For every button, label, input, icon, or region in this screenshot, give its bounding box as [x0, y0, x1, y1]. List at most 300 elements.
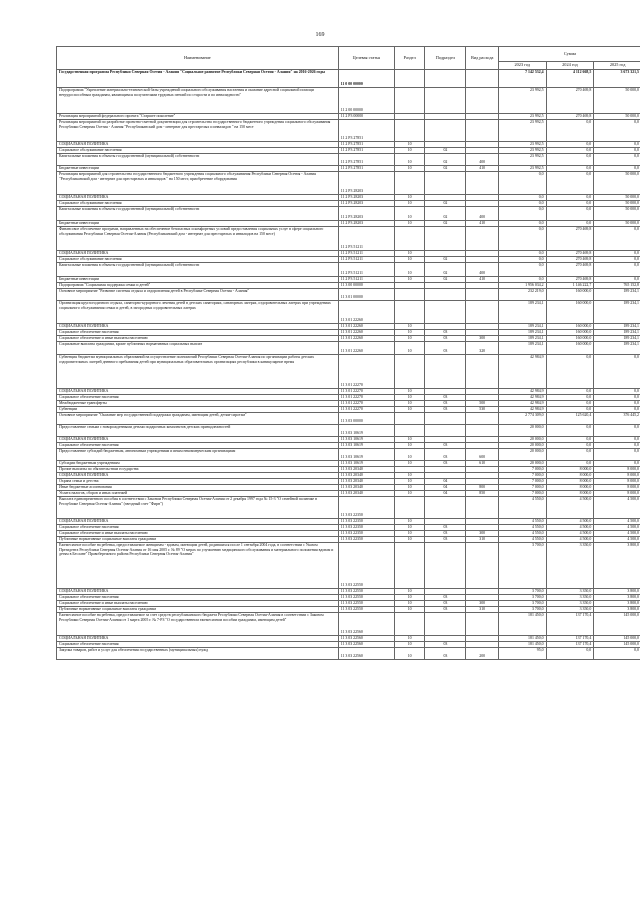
- row-target-code: 11 3 03 10619: [338, 425, 394, 437]
- row-name: СОЦИАЛЬНАЯ ПОЛИТИКА: [57, 195, 339, 201]
- row-name: Капитальные вложения в объекты государственной (муниципальной) собственности: [57, 154, 339, 166]
- row-expense-type: [466, 543, 498, 589]
- header-name: Наименование: [57, 47, 339, 70]
- row-subsection: 03: [425, 407, 466, 413]
- row-section: 10: [394, 148, 424, 154]
- row-name: Основное мероприятие "Развитие системы отдыха и оздоровления детей в Республике Северная Осетия - Алания": [57, 289, 339, 301]
- row-sum-2025: 0,0: [594, 277, 640, 283]
- row-section: [394, 543, 424, 589]
- row-sum-2023: 189 234,1: [498, 336, 546, 342]
- row-name: Бюджетные инвестиции: [57, 221, 339, 227]
- row-expense-type: 400: [466, 207, 498, 221]
- row-section: [394, 355, 424, 389]
- row-section: [394, 172, 424, 195]
- row-expense-type: [466, 88, 498, 114]
- row-section: 10: [394, 636, 424, 642]
- row-target-code: 11 3 03 20340: [338, 479, 394, 485]
- row-expense-type: 800: [466, 485, 498, 491]
- row-target-code: 11 2 P3 28203: [338, 172, 394, 195]
- header-year-2024: 2024 год: [546, 62, 594, 70]
- row-section: 10: [394, 595, 424, 601]
- row-sum-2025: 0,0: [594, 648, 640, 660]
- row-sum-2024: 270 469,8: [546, 251, 594, 257]
- row-sum-2024: 0,0: [546, 207, 594, 221]
- row-name: Охрана семьи и детства: [57, 479, 339, 485]
- row-target-code: 11 3 03 22560: [338, 642, 394, 648]
- table-row: [57, 172, 640, 195]
- row-sum-2024: 8 000,0: [546, 467, 594, 473]
- row-sum-2024: 1 146 222,7: [546, 283, 594, 289]
- row-section: 10: [394, 589, 424, 595]
- row-sum-2023: 7 000,0: [498, 479, 546, 485]
- row-sum-2024: 0,0: [546, 461, 594, 467]
- row-name: Уплата налогов, сборов и иных платежей: [57, 491, 339, 497]
- row-sum-2024: 4 112 668,5: [546, 70, 594, 88]
- header-section: Раздел: [394, 47, 424, 70]
- row-sum-2024: 3 350,0: [546, 589, 594, 595]
- row-name: Социальное обслуживание населения: [57, 257, 339, 263]
- row-target-code: 11 3 01 00000: [338, 289, 394, 301]
- row-sum-2023: 3 700,0: [498, 607, 546, 613]
- header-year-2025: 2025 год: [594, 62, 640, 70]
- row-target-code: 11 3 03 22560: [338, 648, 394, 660]
- row-sum-2024: 125 620,4: [546, 413, 594, 425]
- row-name: СОЦИАЛЬНАЯ ПОЛИТИКА: [57, 473, 339, 479]
- row-subsection: 03: [425, 648, 466, 660]
- row-sum-2023: 0,0: [498, 227, 546, 251]
- row-target-code: 11 3 03 00000: [338, 413, 394, 425]
- row-target-code: 11 3 01 22260: [338, 342, 394, 355]
- row-name: Субвенция бюджетам муниципальных образований на осуществление полномочий Республики Северная Осетия-Алания по организации работы детских оздоровительных лагерей дневного пребывания детей при муниципальных образовательных организациях республики в каникулярное время: [57, 355, 339, 389]
- row-section: 10: [394, 642, 424, 648]
- row-sum-2025: 50 000,0: [594, 201, 640, 207]
- row-expense-type: 310: [466, 537, 498, 543]
- row-expense-type: 300: [466, 531, 498, 537]
- row-subsection: 02: [425, 263, 466, 277]
- table-header: [57, 47, 640, 70]
- row-sum-2023: 42 984,9: [498, 407, 546, 413]
- row-target-code: 11 2 P3 51211: [338, 257, 394, 263]
- row-expense-type: 530: [466, 407, 498, 413]
- row-sum-2025: 0,0: [594, 355, 640, 389]
- row-sum-2024: 160 000,0: [546, 324, 594, 330]
- row-sum-2023: 7 000,0: [498, 467, 546, 473]
- row-sum-2024: 0,0: [546, 443, 594, 449]
- row-target-code: 11 3 03 22550: [338, 543, 394, 589]
- row-sum-2025: 50 000,0: [594, 114, 640, 120]
- row-sum-2024: 0,0: [546, 195, 594, 201]
- table-row: [57, 88, 640, 114]
- row-sum-2023: 23 992,5: [498, 142, 546, 148]
- row-subsection: [425, 355, 466, 389]
- row-target-code: 11 2 P3 51211: [338, 227, 394, 251]
- table-row: [57, 207, 640, 221]
- row-subsection: [425, 88, 466, 114]
- row-section: [394, 289, 424, 301]
- row-sum-2025: 8 000,0: [594, 467, 640, 473]
- row-name: Ежемесячное пособие на ребенка, предоставляемое женщинам - вдовам, имеющим детей, родившихся после 1 сентября 2004 года, в соответствии с Указом Президента Республики Северная Осетия-Алания от 16 мая 2005 г. № 89 "О мерах по улучшению медицинского обслуживания и материального положения вдовам и детям в Беслане" Правобережного района Республики Северная Осетия-Алания": [57, 543, 339, 589]
- row-subsection: 03: [425, 395, 466, 401]
- table-row: [57, 154, 640, 166]
- row-sum-2024: 160 000,0: [546, 342, 594, 355]
- row-section: 10: [394, 251, 424, 257]
- row-name: СОЦИАЛЬНАЯ ПОЛИТИКА: [57, 589, 339, 595]
- row-subsection: 03: [425, 330, 466, 336]
- row-section: 10: [394, 263, 424, 277]
- row-section: 10: [394, 519, 424, 525]
- row-sum-2023: 20 000,0: [498, 425, 546, 437]
- row-name: Социальные выплаты гражданам, кроме публичных нормативных социальных выплат: [57, 342, 339, 355]
- row-section: 10: [394, 479, 424, 485]
- row-name: Основное мероприятие "Оказание мер государственной поддержки гражданам, имеющим детей, детям-сиротам": [57, 413, 339, 425]
- row-name: Капитальные вложения в объекты государственной (муниципальной) собственности: [57, 263, 339, 277]
- row-subsection: [425, 227, 466, 251]
- row-target-code: 11 3 01 22270: [338, 407, 394, 413]
- table-row: [57, 648, 640, 660]
- row-sum-2024: 137 170,4: [546, 613, 594, 636]
- row-sum-2025: 189 234,1: [594, 324, 640, 330]
- row-target-code: 11 3 03 22560: [338, 613, 394, 636]
- table-row: [57, 70, 640, 88]
- row-subsection: 04: [425, 479, 466, 485]
- row-section: 10: [394, 437, 424, 443]
- row-expense-type: 400: [466, 263, 498, 277]
- table-row: [57, 301, 640, 324]
- row-name: Бюджетные инвестиции: [57, 277, 339, 283]
- row-section: 10: [394, 491, 424, 497]
- row-sum-2023: 0,0: [498, 277, 546, 283]
- row-sum-2023: 4 550,0: [498, 537, 546, 543]
- row-target-code: 11 3 01 22270: [338, 389, 394, 395]
- row-sum-2024: 4 500,0: [546, 531, 594, 537]
- table-row: [57, 613, 640, 636]
- row-expense-type: [466, 413, 498, 425]
- row-subsection: 04: [425, 485, 466, 491]
- row-sum-2025: 50 000,0: [594, 172, 640, 195]
- row-sum-2024: 0,0: [546, 221, 594, 227]
- row-section: [394, 227, 424, 251]
- row-target-code: 11 2 P3 51211: [338, 251, 394, 257]
- row-subsection: 02: [425, 201, 466, 207]
- row-sum-2023: 189 234,1: [498, 324, 546, 330]
- row-sum-2023: 42 984,9: [498, 389, 546, 395]
- row-sum-2024: 137 170,4: [546, 636, 594, 642]
- row-expense-type: 850: [466, 491, 498, 497]
- row-sum-2023: 0,0: [498, 201, 546, 207]
- row-sum-2025: 189 234,1: [594, 336, 640, 342]
- row-subsection: 03: [425, 336, 466, 342]
- row-name: Социальное обеспечение населения: [57, 330, 339, 336]
- row-subsection: [425, 425, 466, 437]
- row-sum-2024: 4 500,0: [546, 519, 594, 525]
- row-section: 10: [394, 531, 424, 537]
- row-name: Социальное обеспечение населения: [57, 395, 339, 401]
- row-sum-2024: 3 350,0: [546, 601, 594, 607]
- row-sum-2024: 270 469,8: [546, 263, 594, 277]
- table-row: [57, 289, 640, 301]
- row-name: СОЦИАЛЬНАЯ ПОЛИТИКА: [57, 519, 339, 525]
- table-row: [57, 120, 640, 142]
- row-target-code: 11 3 01 22270: [338, 355, 394, 389]
- row-sum-2024: 270 469,8: [546, 257, 594, 263]
- row-section: 10: [394, 525, 424, 531]
- row-target-code: 11 3 03 10619: [338, 449, 394, 461]
- row-sum-2025: 0,0: [594, 148, 640, 154]
- row-target-code: 11 3 01 22260: [338, 330, 394, 336]
- row-name: Социальное обслуживание населения: [57, 201, 339, 207]
- row-sum-2025: 0,0: [594, 120, 640, 142]
- row-sum-2023: 181 450,0: [498, 613, 546, 636]
- row-target-code: 11 3 03 22350: [338, 531, 394, 537]
- row-sum-2023: 4 550,0: [498, 497, 546, 519]
- row-sum-2024: 160 000,0: [546, 301, 594, 324]
- row-sum-2023: 0,0: [498, 172, 546, 195]
- row-subsection: 02: [425, 257, 466, 263]
- table-row: [57, 413, 640, 425]
- row-sum-2025: 3 800,0: [594, 601, 640, 607]
- row-sum-2024: 0,0: [546, 395, 594, 401]
- row-target-code: 11 3 00 00000: [338, 283, 394, 289]
- row-subsection: 03: [425, 642, 466, 648]
- row-sum-2024: 0,0: [546, 120, 594, 142]
- row-section: [394, 497, 424, 519]
- row-section: 10: [394, 461, 424, 467]
- row-sum-2023: 0,0: [498, 207, 546, 221]
- row-target-code: 11 2 P3 27851: [338, 166, 394, 172]
- row-name: Капитальные вложения в объекты государственной (муниципальной) собственности: [57, 207, 339, 221]
- row-subsection: 02: [425, 221, 466, 227]
- row-subsection: 04: [425, 491, 466, 497]
- row-subsection: 03: [425, 461, 466, 467]
- row-target-code: 11 3 03 22350: [338, 497, 394, 519]
- row-section: 10: [394, 407, 424, 413]
- row-sum-2024: 0,0: [546, 425, 594, 437]
- row-sum-2024: 0,0: [546, 201, 594, 207]
- row-expense-type: 410: [466, 166, 498, 172]
- row-sum-2023: 181 450,0: [498, 636, 546, 642]
- row-sum-2023: 42 984,9: [498, 395, 546, 401]
- row-target-code: 11 3 01 22260: [338, 301, 394, 324]
- row-sum-2025: 0,0: [594, 389, 640, 395]
- row-sum-2023: 232 219,0: [498, 289, 546, 301]
- row-name: Публичные нормативные социальные выплаты гражданам: [57, 537, 339, 543]
- row-expense-type: 600: [466, 449, 498, 461]
- header-subsection: Подраздел: [425, 47, 466, 70]
- row-sum-2024: 0,0: [546, 389, 594, 395]
- row-name: Предоставление семьям с новорожденными детьми подарочных комплектов детских принадлежностей: [57, 425, 339, 437]
- row-subsection: 03: [425, 449, 466, 461]
- row-section: 10: [394, 401, 424, 407]
- row-section: 10: [394, 449, 424, 461]
- row-subsection: 02: [425, 154, 466, 166]
- row-sum-2024: 160 000,0: [546, 289, 594, 301]
- row-sum-2024: 8 000,0: [546, 491, 594, 497]
- header-expense-type: Вид расхода: [466, 47, 498, 70]
- row-sum-2023: 20 000,0: [498, 461, 546, 467]
- row-sum-2023: 0,0: [498, 251, 546, 257]
- row-target-code: 11 3 01 22260: [338, 324, 394, 330]
- row-section: 10: [394, 207, 424, 221]
- row-section: 10: [394, 443, 424, 449]
- row-expense-type: 310: [466, 607, 498, 613]
- row-name: СОЦИАЛЬНАЯ ПОЛИТИКА: [57, 142, 339, 148]
- row-subsection: 03: [425, 401, 466, 407]
- row-sum-2025: 0,0: [594, 425, 640, 437]
- row-subsection: 03: [425, 443, 466, 449]
- row-expense-type: [466, 172, 498, 195]
- row-name: СОЦИАЛЬНАЯ ПОЛИТИКА: [57, 389, 339, 395]
- table-row: [57, 227, 640, 251]
- row-sum-2025: 0,0: [594, 395, 640, 401]
- row-section: 10: [394, 648, 424, 660]
- row-name: Реализация мероприятий федерального проекта "Старшее поколение": [57, 114, 339, 120]
- row-target-code: 11 2 P3 51211: [338, 277, 394, 283]
- row-sum-2023: 23 992,5: [498, 120, 546, 142]
- row-expense-type: 300: [466, 336, 498, 342]
- row-sum-2023: 3 700,0: [498, 589, 546, 595]
- row-sum-2025: 3 800,0: [594, 589, 640, 595]
- row-sum-2024: 270 469,8: [546, 114, 594, 120]
- row-section: 10: [394, 257, 424, 263]
- row-sum-2024: 4 500,0: [546, 525, 594, 531]
- row-sum-2025: 3 673 321,5: [594, 70, 640, 88]
- row-sum-2025: 0,0: [594, 227, 640, 251]
- row-subsection: [425, 70, 466, 88]
- row-target-code: 11 2 P3 27851: [338, 154, 394, 166]
- row-section: [394, 425, 424, 437]
- row-sum-2024: 0,0: [546, 154, 594, 166]
- row-sum-2025: 8 000,0: [594, 491, 640, 497]
- row-section: [394, 70, 424, 88]
- row-sum-2024: 270 469,8: [546, 277, 594, 283]
- row-sum-2023: 20 000,0: [498, 449, 546, 461]
- table-row: [57, 497, 640, 519]
- row-section: 10: [394, 485, 424, 491]
- row-sum-2025: 3 800,0: [594, 607, 640, 613]
- row-section: 10: [394, 142, 424, 148]
- row-sum-2025: 765 152,8: [594, 283, 640, 289]
- header-sum: Сумма: [498, 47, 640, 62]
- row-sum-2024: 8 000,0: [546, 479, 594, 485]
- row-name: Прочие выплаты по обязательствам государства: [57, 467, 339, 473]
- row-name: Бюджетные инвестиции: [57, 166, 339, 172]
- row-sum-2025: 3 800,0: [594, 543, 640, 589]
- row-sum-2023: 95,0: [498, 648, 546, 660]
- row-target-code: 11 2 P3 00000: [338, 114, 394, 120]
- row-expense-type: [466, 355, 498, 389]
- row-sum-2025: 189 234,1: [594, 330, 640, 336]
- row-sum-2024: 0,0: [546, 172, 594, 195]
- row-expense-type: [466, 301, 498, 324]
- row-name: Ежемесячное пособие на ребенка, предоставляемое за счет средств республиканского бюджета Республики Северная Осетия-Алания в соответствии с Законом Республики Северная Осетия-Алания от 1 марта 2005 г. № 7-РЗ "О государственном ежемесячном пособии гражданам, имеющим детей": [57, 613, 339, 636]
- table-row: [57, 543, 640, 589]
- row-name: Закупка товаров, работ и услуг для обеспечения государственных (муниципальных) нужд: [57, 648, 339, 660]
- row-sum-2023: 20 000,0: [498, 443, 546, 449]
- row-sum-2023: 3 700,0: [498, 601, 546, 607]
- row-sum-2025: 8 000,0: [594, 473, 640, 479]
- row-name: Субсидии бюджетным учреждениям: [57, 461, 339, 467]
- row-section: [394, 413, 424, 425]
- row-target-code: 11 2 P3 27851: [338, 148, 394, 154]
- budget-table: [56, 46, 640, 660]
- row-section: 10: [394, 395, 424, 401]
- row-sum-2023: 23 992,5: [498, 154, 546, 166]
- row-sum-2025: 50 000,0: [594, 88, 640, 114]
- row-sum-2025: 4 500,0: [594, 525, 640, 531]
- table-row: [57, 355, 640, 389]
- row-sum-2023: 42 984,9: [498, 355, 546, 389]
- row-sum-2025: 0,0: [594, 166, 640, 172]
- row-section: [394, 88, 424, 114]
- row-target-code: 11 3 03 22350: [338, 537, 394, 543]
- row-subsection: [425, 543, 466, 589]
- row-target-code: 11 2 P3 28203: [338, 201, 394, 207]
- row-sum-2024: 4 500,0: [546, 537, 594, 543]
- row-section: 10: [394, 601, 424, 607]
- row-section: 10: [394, 277, 424, 283]
- row-sum-2025: 145 000,0: [594, 636, 640, 642]
- row-name: Межбюджетные трансферты: [57, 401, 339, 407]
- row-section: 10: [394, 336, 424, 342]
- row-subsection: 02: [425, 207, 466, 221]
- row-sum-2025: 0,0: [594, 407, 640, 413]
- header-year-2023: 2023 год: [498, 62, 546, 70]
- row-subsection: 03: [425, 595, 466, 601]
- row-expense-type: [466, 120, 498, 142]
- row-section: 10: [394, 342, 424, 355]
- row-sum-2025: 50 000,0: [594, 207, 640, 221]
- row-target-code: 11 3 01 22270: [338, 401, 394, 407]
- row-sum-2025: 0,0: [594, 257, 640, 263]
- row-name: Иные бюджетные ассигнования: [57, 485, 339, 491]
- row-sum-2023: 0,0: [498, 263, 546, 277]
- row-section: 10: [394, 166, 424, 172]
- row-sum-2023: 1 956 034,2: [498, 283, 546, 289]
- row-target-code: 11 2 P3 27851: [338, 120, 394, 142]
- row-sum-2023: 42 984,9: [498, 401, 546, 407]
- row-sum-2025: 145 000,0: [594, 642, 640, 648]
- row-target-code: 11 2 P3 28203: [338, 195, 394, 201]
- row-sum-2025: 0,0: [594, 251, 640, 257]
- row-name: Социальное обеспечение и иные выплаты населению: [57, 601, 339, 607]
- row-sum-2025: 4 500,0: [594, 519, 640, 525]
- row-subsection: [425, 613, 466, 636]
- row-section: [394, 120, 424, 142]
- row-sum-2024: 8 000,0: [546, 485, 594, 491]
- row-section: [394, 613, 424, 636]
- row-sum-2023: 2 774 309,0: [498, 413, 546, 425]
- row-subsection: 03: [425, 342, 466, 355]
- row-subsection: [425, 413, 466, 425]
- row-subsection: [425, 120, 466, 142]
- row-sum-2025: 376 445,2: [594, 413, 640, 425]
- row-sum-2025: 50 000,0: [594, 221, 640, 227]
- table-row: [57, 342, 640, 355]
- row-section: [394, 301, 424, 324]
- row-name: Социальное обеспечение населения: [57, 443, 339, 449]
- row-subsection: 02: [425, 277, 466, 283]
- row-subsection: 03: [425, 601, 466, 607]
- row-target-code: 11 3 01 22270: [338, 395, 394, 401]
- row-sum-2024: 0,0: [546, 142, 594, 148]
- row-name: Организация круглогодичного отдыха, санаторно-курортного лечения детей в детских санаториях, санаторных лагерях, оздоровительных лагерях при учреждениях социального обслуживания семьи и детей, в загородных оздоровительных лагерях: [57, 301, 339, 324]
- row-name: Подпрограмма "Социальная поддержка семьи и детей": [57, 283, 339, 289]
- row-sum-2025: 189 234,1: [594, 301, 640, 324]
- row-name: Социальное обеспечение населения: [57, 595, 339, 601]
- row-sum-2023: 7 000,0: [498, 473, 546, 479]
- row-expense-type: 410: [466, 277, 498, 283]
- row-expense-type: 400: [466, 154, 498, 166]
